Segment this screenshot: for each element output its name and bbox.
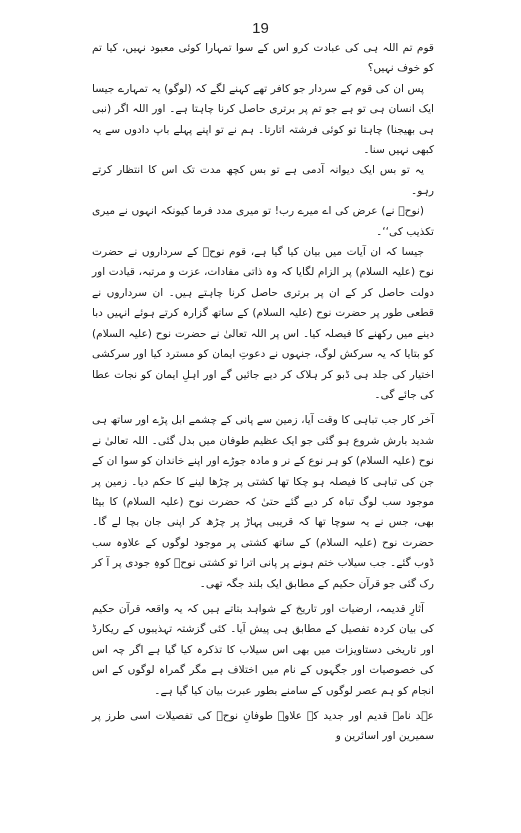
paragraph-7: آثارِ قدیمہ، ارضیات اور تاریخ کے شواہد بتاتے ہیں کہ یہ واقعہ قرآن حکیم کی بیان کردہ تفصیل کے مطابق ہی پیش آیا۔ کئی گزشتہ تہذیبوں کے ریکارڈ اور تاریخی دستاویزات میں بھی اس سیلاب کا تذکرہ کیا گیا ہے اگر چہ اس کی خصوصیات اور جگہوں کے نام میں اختلاف ہے مگر گمراہ لوگوں کے اس انجام کو ہم عصر لوگوں کے سامنے بطور عبرت بیان کیا گیا ہے۔ <box>92 602 434 697</box>
paragraph-1: قوم تم اللہ ہی کی عبادت کرو اس کے سوا تمہارا کوئی معبود نہیں، کیا تم کو خوف نہیں؟ <box>92 42 434 75</box>
paragraph-6: آخر کار جب تباہی کا وقت آیا، زمین سے پانی کے چشمے ابل پڑے اور ساتھ ہی شدید بارش شروع ہو گئی جو ایک عظیم طوفان میں بدل گئی۔ اللہ تعالیٰ نے نوح (علیہ السلام) کو ہر نوع کے نر و مادہ جوڑے اور اپنے خاندان کو سوا ان کے جن کی تباہی کا فیصلہ ہو چکا تھا کشتی پر چڑھا لینے کا حکم دیا۔ زمین پر موجود سب لوگ تباہ کر دیے گئے حتیٰ کہ حضرت نوح (علیہ السلام) کا بیٹا بھی، جس نے یہ سوچا تھا کہ قریبی پہاڑ پر چڑھ کر اپنی جان بچا لے گا۔ حضرت نوح (علیہ السلام) کے ساتھ کشتی پر موجود لوگوں کے علاوہ سب ڈوب گئے۔ جب سیلاب ختم ہونے پر پانی اترا تو کشتی نوحؑ کوہِ جودی پر آ کر رک گئی جو قرآن حکیم کے مطابق ایک بلند جگہ تھی۔ <box>92 414 434 590</box>
paragraph-5: جیسا کہ ان آیات میں بیان کیا گیا ہے، قوم نوحؑ کے سرداروں نے حضرت نوح (علیہ السلام) پر الزام لگایا کہ وہ ذاتی مفادات، عزت و مرتبہ، قیادت اور دولت حاصل کر کے ان پر برتری حاصل کرنا چاہتے ہیں۔ ان سرداروں نے قطعی طور پر حضرت نوح (علیہ السلام) کے ساتھ گزارہ کرتے ہوئے انہیں دبا دینے میں رکھنے کا فیصلہ کیا۔ اس پر اللہ تعالیٰ نے حضرت نوح (علیہ السلام) کو بتایا کہ یہ سرکش لوگ، جنہوں نے دعوتِ ایمان کو مسترد کیا اور سرکشی اختیار کی جلد ہی ڈبو کر ہلاک کر دیے جائیں گے اور اہلِ ایمان کو نجات عطا کی جائے گی۔ <box>92 246 434 401</box>
page-body <box>92 38 434 747</box>
paragraph-4: (نوحؑ نے) عرض کی اے میرے رب! تو میری مدد فرما کیونکہ انہوں نے میری تکذیب کی‘‘۔ <box>92 205 434 238</box>
paragraph-8: عہد نامہ قدیم اور جدید کے علاوہ طوفانِ نوحؑ کی تفصیلات اسی طرز پر سمیرین اور اسائرین و <box>92 710 434 743</box>
paragraph-2: پس ان کی قوم کے سردار جو کافر تھے کہنے لگے کہ (لوگو) یہ تمہارے جیسا ایک انسان ہی تو ہے جو تم پر برتری حاصل کرنا چاہتا ہے۔ اور اللہ اگر (نبی ہی بھیجنا) چاہتا تو کوئی فرشتہ اتارتا۔ ہم نے تو اپنے پہلے باپ دادوں سے یہ کبھی نہیں سنا۔ <box>92 82 434 157</box>
paragraph-3: یہ تو بس ایک دیوانہ آدمی ہے تو بس کچھ مدت تک اس کا انتظار کرتے رہو۔ <box>92 164 434 197</box>
page-number: 19 <box>252 20 269 37</box>
